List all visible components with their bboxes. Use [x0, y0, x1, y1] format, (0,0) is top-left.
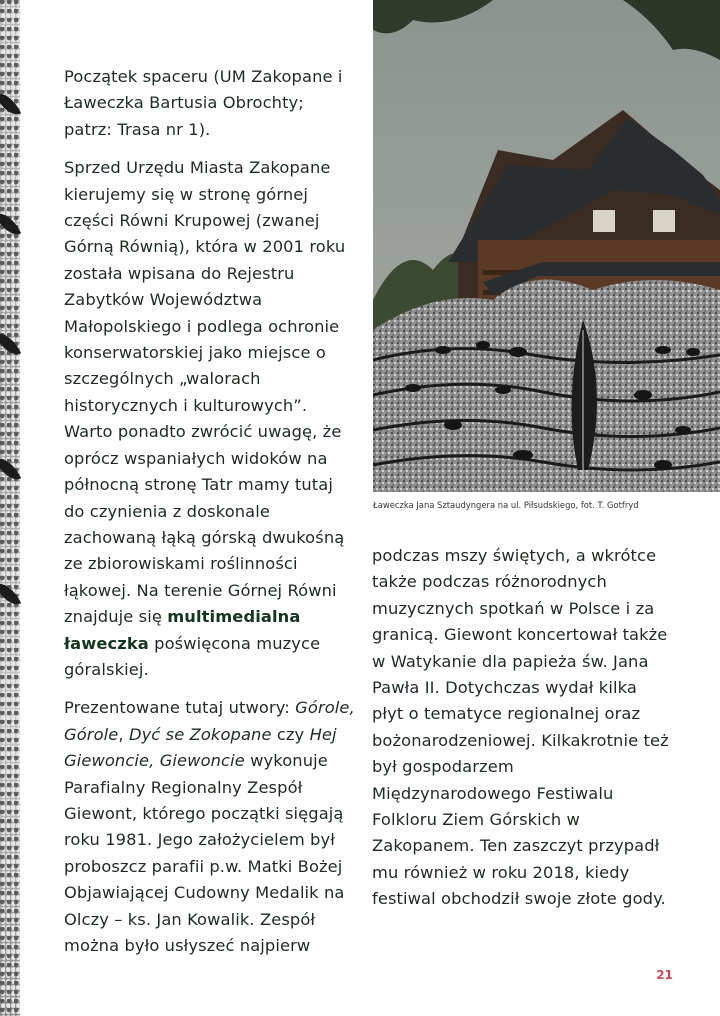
carved-leaf-icon: [0, 578, 21, 610]
paragraph-start: Początek spaceru (UM Zakopane i Ławeczka Bartusia Obrochty; patrz: Trasa nr 1).: [64, 67, 343, 139]
text-segment: ,: [118, 724, 129, 744]
carved-leaf-icon: [0, 328, 21, 360]
song-title: Hej Giewoncie, Giewoncie: [64, 724, 337, 771]
paragraph-gorna-rownia: [64, 155, 356, 683]
paragraph-giewont: podczas mszy świętych, a wkrótce także podczas różnorodnych muzycznych spotkań w Polsce i za granicą. Giewont koncertował także w Watykanie dla papieża św. Jana Pawła II. Dotychczas wydał kilka płyt o tematyce regionalnej oraz bożonarodzeniowej. Kilkakrotnie też był gospodarzem Międzynarodowego Festiwalu Folkloru Ziem Górskich w Zakopanem. Ten zaszczyt przypadł mu również w roku 2018, kiedy festiwal obchodził swoje złote gody.: [372, 546, 669, 909]
left-text-column: [64, 64, 356, 971]
text-segment: Prezentowane tutaj utwory:: [64, 698, 296, 718]
carved-leaf-icon: [0, 208, 21, 240]
photo-caption: Ławeczka Jana Sztaudyngera na ul. Piłsudskiego, fot. T. Gotfryd: [373, 500, 639, 510]
text-segment: poświęcona muzyce góralskiej.: [64, 633, 321, 679]
song-title: Górole, Górole: [64, 698, 355, 744]
carved-leaf-icon: [0, 88, 21, 120]
photo-illustration: [373, 0, 720, 492]
paragraph-songs: [64, 695, 356, 959]
page-number: 21: [656, 968, 673, 982]
text-segment: Sprzed Urzędu Miasta Zakopane kierujemy się w stronę górnej części Równi Krupowej (zwanej Górną Równią), która w 2001 roku została wpisana do Rejestru Zabytków Województwa Małopolskiego i podlega ochronie konserwatorskiej jako miejsce o szczególnych „walorach historycznych i kulturowych”. Warto ponadto zwrócić uwagę, że oprócz wspaniałych widoków na północną stronę Tatr mamy tutaj do czynienia z doskonale zachowaną łąką górską dwukośną ze zbiorowiskami roślinności łąkowej. Na terenie Górnej Równi znajduje się: [64, 158, 346, 627]
right-text-column: [372, 543, 672, 925]
song-title: Dyć se Zokopane: [128, 724, 272, 744]
carved-leaf-icon: [0, 453, 21, 485]
granite-edge-decoration: [0, 0, 20, 1016]
text-segment: wykonuje Parafialny Regionalny Zespół Giewont, którego początki sięgają roku 1981. Jego założycielem był proboszcz parafii p.w. Matki Bożej Objawiającej Cudowny Medalik na Olczy – ks. Jan Kowalik. Zespół można było usłyszeć najpierw: [64, 751, 345, 955]
text-segment: czy: [271, 724, 310, 744]
bench-photo: [373, 0, 720, 492]
bold-term: multimedialna ławeczka: [64, 607, 301, 653]
